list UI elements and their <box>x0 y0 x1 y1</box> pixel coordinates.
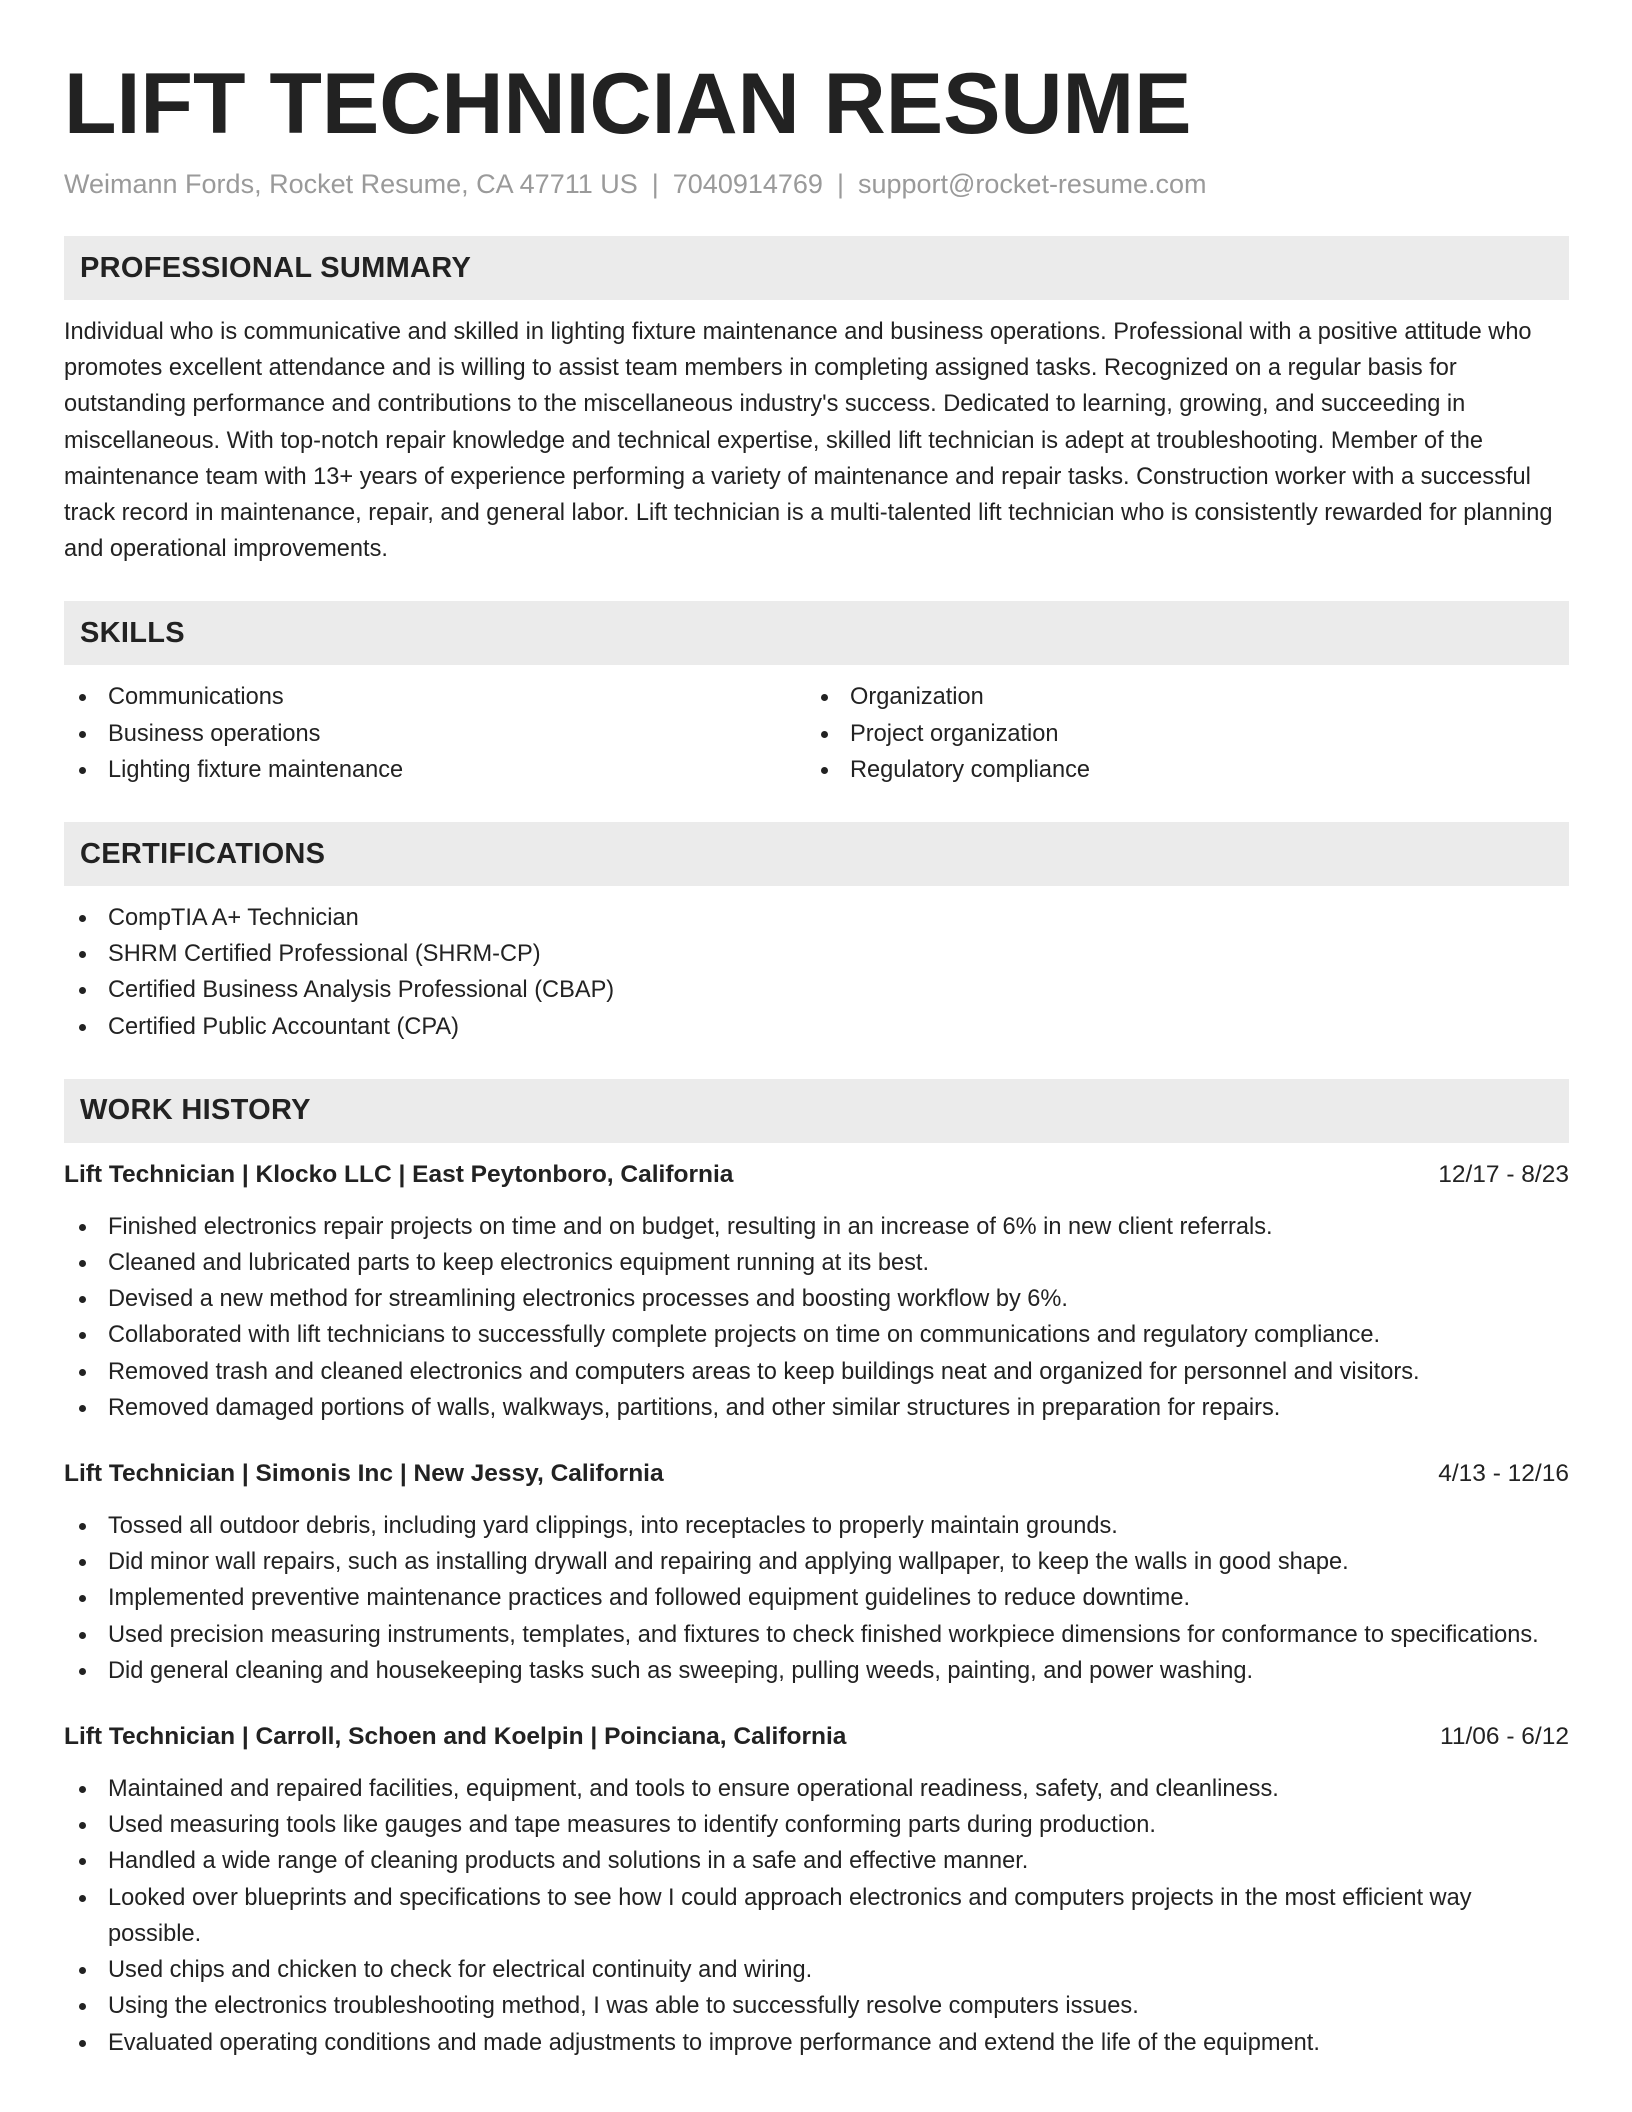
resume-title: LIFT TECHNICIAN RESUME <box>64 56 1192 152</box>
work-history-heading: WORK HISTORY <box>64 1079 1569 1143</box>
job-bullet: Used chips and chicken to check for electrical continuity and wiring. <box>64 1952 1569 1988</box>
job-bullet: Finished electronics repair projects on time and on budget, resulting in an increase of 6% in new client referrals. <box>64 1209 1569 1245</box>
job-bullet: Implemented preventive maintenance practices and followed equipment guidelines to reduce downtime. <box>64 1580 1569 1616</box>
contact-line <box>64 166 1569 202</box>
job-header <box>64 1157 1569 1193</box>
job-entry <box>64 1719 1569 2061</box>
certification-item: Certified Business Analysis Professional (CBAP) <box>64 972 1569 1008</box>
job-header <box>64 1719 1569 1755</box>
job-bullet: Looked over blueprints and specifications to see how I could approach electronics and computers projects in the most efficient way possible. <box>64 1880 1569 1952</box>
contact-separator: | <box>651 169 659 199</box>
contact-email: support@rocket-resume.com <box>857 169 1207 199</box>
job-header <box>64 1456 1569 1492</box>
job-bullet: Used precision measuring instruments, templates, and fixtures to check finished workpiece dimensions for conformance to specifications. <box>64 1617 1569 1653</box>
job-bullet: Tossed all outdoor debris, including yard clippings, into receptacles to properly maintain grounds. <box>64 1508 1569 1544</box>
job-bullet: Did general cleaning and housekeeping tasks such as sweeping, pulling weeds, painting, and power washing. <box>64 1653 1569 1689</box>
skills-column-right <box>806 679 1548 788</box>
job-bullet: Using the electronics troubleshooting method, I was able to successfully resolve computers issues. <box>64 1988 1569 2024</box>
contact-address: Weimann Fords, Rocket Resume, CA 47711 US <box>64 169 638 199</box>
job-title: Lift Technician | Simonis Inc | New Jessy, California <box>64 1460 664 1488</box>
certification-item: CompTIA A+ Technician <box>64 900 1569 936</box>
job-entry <box>64 1157 1569 1426</box>
certifications-list <box>64 900 1569 1045</box>
job-bullet: Cleaned and lubricated parts to keep electronics equipment running at its best. <box>64 1245 1569 1281</box>
skill-item: Regulatory compliance <box>806 752 1548 788</box>
skills-grid <box>64 679 1569 788</box>
skills-heading: SKILLS <box>64 601 1569 665</box>
skill-item: Business operations <box>64 716 806 752</box>
certifications-heading: CERTIFICATIONS <box>64 822 1569 886</box>
summary-text: Individual who is communicative and skilled in lighting fixture maintenance and business operations. Professional with a positive attitude who promotes excellent attendance and is willing to assist team members in completing assigned tasks. Recognized on a regular basis for outstanding performance and contributions to the miscellaneous industry's success. Dedicated to learning, growing, and succeeding in miscellaneous. With top-notch repair knowledge and technical expertise, skilled lift technician is adept at troubleshooting. Member of the maintenance team with 13+ years of experience performing a variety of maintenance and repair tasks. Construction worker with a successful track record in maintenance, repair, and general labor. Lift technician is a multi-talented lift technician who is consistently rewarded for planning and operational improvements. <box>64 319 1553 563</box>
job-dates: 4/13 - 12/16 <box>1438 1460 1569 1488</box>
skill-item: Lighting fixture maintenance <box>64 752 806 788</box>
skill-item: Organization <box>806 679 1548 715</box>
job-title: Lift Technician | Klocko LLC | East Peytonboro, California <box>64 1160 734 1188</box>
skill-item: Communications <box>64 679 806 715</box>
certification-item: Certified Public Accountant (CPA) <box>64 1009 1569 1045</box>
job-bullets <box>64 1209 1569 1426</box>
job-bullets <box>64 1771 1569 2061</box>
job-bullet: Maintained and repaired facilities, equipment, and tools to ensure operational readiness, safety, and cleanliness. <box>64 1771 1569 1807</box>
job-bullet: Removed damaged portions of walls, walkways, partitions, and other similar structures in preparation for repairs. <box>64 1390 1569 1426</box>
job-dates: 11/06 - 6/12 <box>1440 1723 1569 1751</box>
resume-page <box>64 52 1569 2061</box>
job-bullet: Handled a wide range of cleaning products and solutions in a safe and effective manner. <box>64 1843 1569 1879</box>
summary-heading: PROFESSIONAL SUMMARY <box>64 236 1569 300</box>
job-bullet: Devised a new method for streamlining electronics processes and boosting workflow by 6%. <box>64 1281 1569 1317</box>
skill-item: Project organization <box>806 716 1548 752</box>
job-title: Lift Technician | Carroll, Schoen and Koelpin | Poinciana, California <box>64 1723 847 1751</box>
contact-separator: | <box>836 169 844 199</box>
job-entry <box>64 1456 1569 1689</box>
skills-column-left <box>64 679 806 788</box>
contact-phone: 7040914769 <box>672 169 823 199</box>
job-bullet: Used measuring tools like gauges and tape measures to identify conforming parts during production. <box>64 1807 1569 1843</box>
job-bullet: Did minor wall repairs, such as installing drywall and repairing and applying wallpaper, to keep the walls in good shape. <box>64 1544 1569 1580</box>
job-dates: 12/17 - 8/23 <box>1438 1160 1569 1188</box>
job-bullet: Removed trash and cleaned electronics and computers areas to keep buildings neat and organized for personnel and visitors. <box>64 1354 1569 1390</box>
job-bullets <box>64 1508 1569 1689</box>
certification-item: SHRM Certified Professional (SHRM-CP) <box>64 936 1569 972</box>
job-bullet: Collaborated with lift technicians to successfully complete projects on time on communications and regulatory compliance. <box>64 1317 1569 1353</box>
job-bullet: Evaluated operating conditions and made adjustments to improve performance and extend the life of the equipment. <box>64 2025 1569 2061</box>
